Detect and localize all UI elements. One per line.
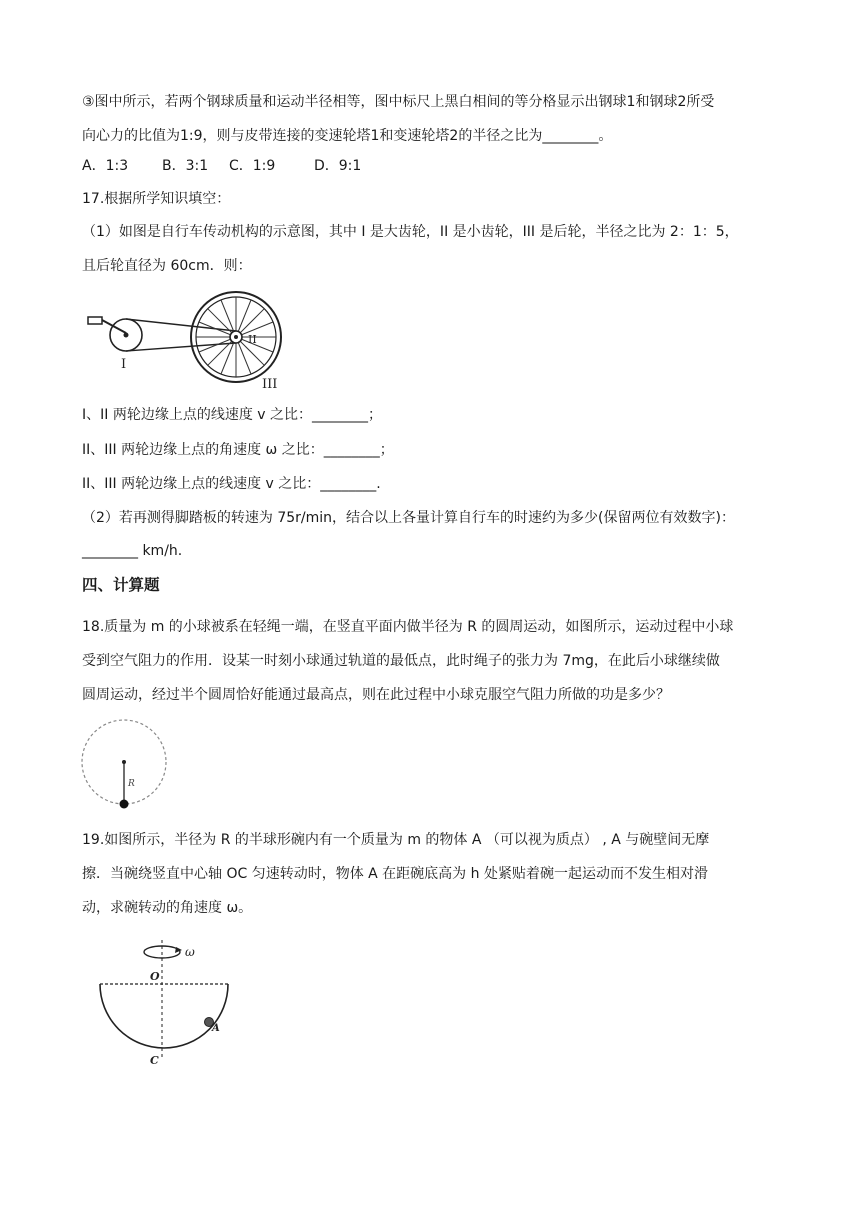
q19-line-2: 擦．当碗绕竖直中心轴 OC 匀速转动时，物体 A 在距碗底高为 h 处紧贴着碗一起运动而不发生相对滑	[82, 866, 708, 882]
q19-line-1: 19.如图所示，半径为 R 的半球形碗内有一个质量为 m 的物体 A （可以视为质点） , A 与碗壁间无摩	[82, 832, 710, 848]
bicycle-transmission-figure	[84, 284, 294, 392]
option-b: B．3:1	[162, 158, 209, 174]
q17-part2-line-2: ________ km/h.	[82, 543, 183, 559]
label-omega: ω	[185, 945, 195, 959]
option-a: A．1:3	[82, 158, 129, 174]
label-radius: R	[128, 779, 135, 789]
q18-line-1: 18.质量为 m 的小球被系在轻绳一端，在竖直平面内做半径为 R 的圆周运动，如图所示，运动过程中小球	[82, 619, 734, 635]
circular-motion-figure	[78, 718, 174, 810]
section-heading: 四、计算题	[82, 576, 160, 594]
label-small-gear: II	[248, 333, 257, 346]
q19-line-3: 动，求碗转动的角速度 ω。	[82, 900, 253, 916]
q16-part3-line-2: 向心力的比值为1:9，则与皮带连接的变速轮塔1和变速轮塔2的半径之比为________。	[82, 128, 613, 144]
q16-part3-line-1: ③图中所示，若两个钢球质量和运动半径相等，图中标尺上黑白相间的等分格显示出钢球1和钢球2所受	[82, 94, 715, 110]
q18-line-3: 圆周运动，经过半个圆周恰好能通过最高点，则在此过程中小球克服空气阻力所做的功是多少？	[82, 687, 670, 703]
q17-part1-line-2: 且后轮直径为 60cm．则：	[82, 258, 252, 274]
label-rear-wheel: III	[262, 377, 278, 392]
label-big-gear: I	[121, 357, 127, 372]
q17-blank-2: II、III 两轮边缘上点的角速度 ω 之比：________；	[82, 442, 394, 458]
q17-part2-line-1: （2）若再测得脚踏板的转速为 75r/min，结合以上各量计算自行车的时速约为多少(保留两位有效数字)：	[82, 510, 735, 526]
label-a: A	[212, 1023, 220, 1034]
label-o: O	[150, 970, 160, 983]
q18-line-2: 受到空气阻力的作用．设某一时刻小球通过轨道的最低点，此时绳子的张力为 7mg，在此后小球继续做	[82, 653, 720, 669]
hemispherical-bowl-figure	[96, 936, 236, 1070]
q17-title: 17.根据所学知识填空：	[82, 191, 231, 207]
option-d: D．9:1	[314, 158, 362, 174]
q17-part1-line-1: （1）如图是自行车传动机构的示意图，其中 I 是大齿轮，II 是小齿轮，III 是后轮，半径之比为 2：1：5，	[82, 224, 739, 240]
label-c: C	[150, 1054, 159, 1067]
q17-blank-1: I、II 两轮边缘上点的线速度 v 之比：________；	[82, 407, 383, 423]
q17-blank-3: II、III 两轮边缘上点的线速度 v 之比：________.	[82, 476, 381, 492]
option-c: C．1:9	[229, 158, 276, 174]
